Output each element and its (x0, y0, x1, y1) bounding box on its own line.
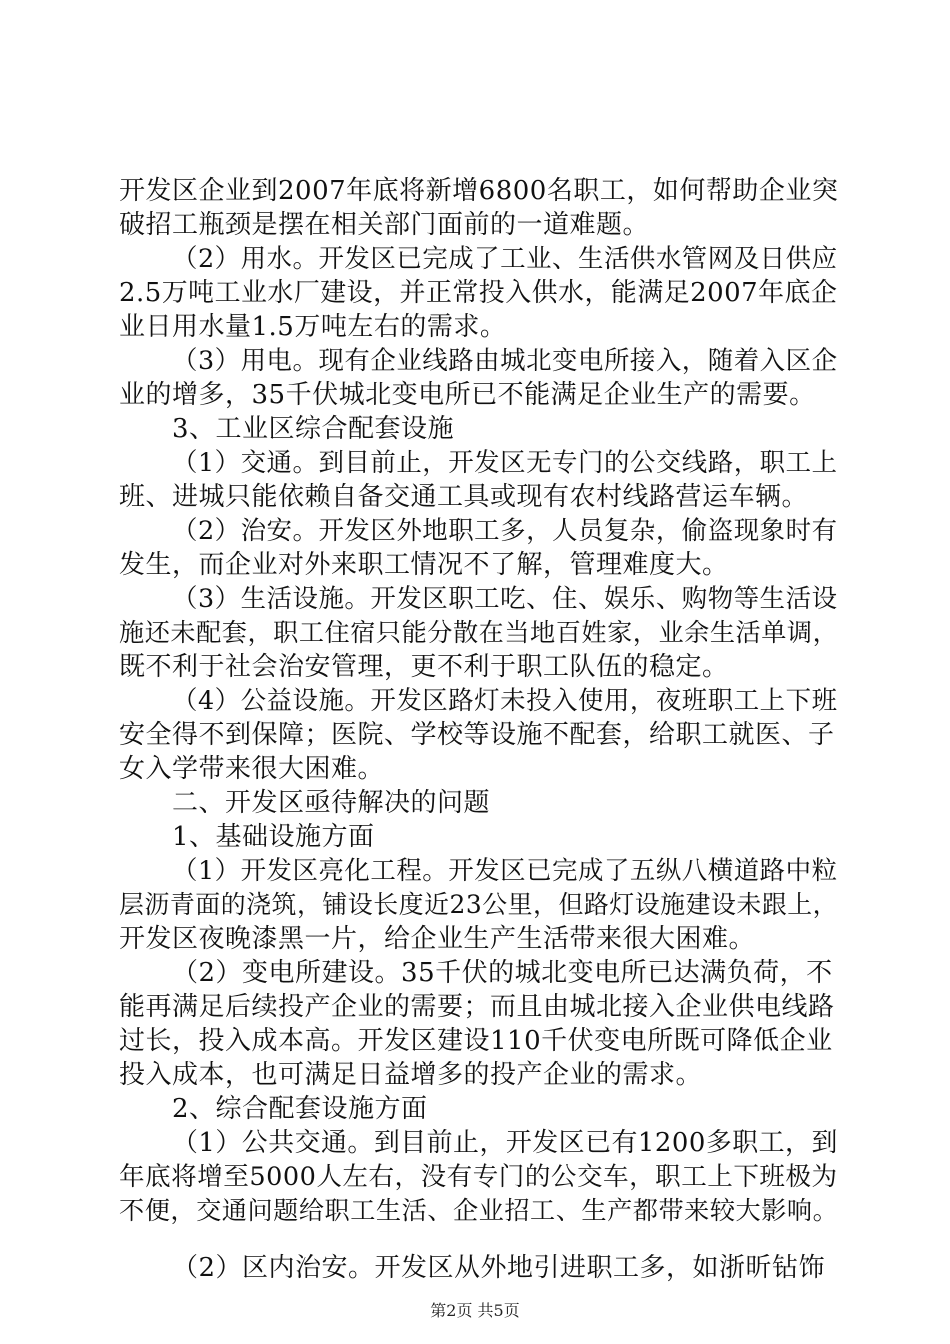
text-line: （2）区内治安。开发区从外地引进职工多，如浙昕钻饰 (172, 1253, 826, 1283)
section-heading: 3、工业区综合配套设施 (172, 414, 455, 444)
text-line: 投入成本，也可满足日益增多的投产企业的需求。 (119, 1060, 703, 1090)
text-line: 能再满足后续投产企业的需要；而且由城北接入企业供电线路 (119, 992, 835, 1022)
text-line: 层沥青面的浇筑，铺设长度近23公里，但路灯设施建设未跟上， (119, 890, 839, 919)
text-line: （2）治安。开发区外地职工多，人员复杂，偷盗现象时有 (172, 516, 838, 546)
page-number-footer: 第2页 共5页 (430, 1301, 520, 1320)
text-line: 既不利于社会治安管理，更不利于职工队伍的稳定。 (119, 652, 729, 682)
text-line: 安全得不到保障；医院、学校等设施不配套，给职工就医、子 (119, 720, 835, 750)
text-line: 不便，交通问题给职工生活、企业招工、生产都带来较大影响。 (119, 1196, 839, 1225)
text-line: 施还未配套，职工住宿只能分散在当地百姓家，业余生活单调， (119, 618, 839, 647)
text-line: （1）开发区亮化工程。开发区已完成了五纵八横道路中粒 (172, 856, 838, 886)
text-line: 班、进城只能依赖自备交通工具或现有农村线路营运车辆。 (119, 482, 809, 512)
section-heading: 1、基础设施方面 (172, 822, 375, 852)
text-line: （4）公益设施。开发区路灯未投入使用，夜班职工上下班 (172, 686, 838, 716)
text-line: （3）用电。现有企业线路由城北变电所接入，随着入区企 (172, 346, 838, 376)
text-line: 女入学带来很大困难。 (119, 754, 385, 784)
text-line: 2.5万吨工业水厂建设，并正常投入供水，能满足2007年底企 (119, 278, 838, 308)
text-line: （1）公共交通。到目前止，开发区已有1200多职工，到 (172, 1128, 838, 1158)
text-line: 发生，而企业对外来职工情况不了解，管理难度大。 (119, 550, 729, 580)
text-line: （1）交通。到目前止，开发区无专门的公交线路，职工上 (172, 448, 838, 478)
text-line: 业的增多，35千伏城北变电所已不能满足企业生产的需要。 (119, 380, 816, 410)
section-heading: 二、开发区亟待解决的问题 (172, 788, 491, 818)
text-line: （2）用水。开发区已完成了工业、生活供水管网及日供应 (172, 244, 838, 274)
text-line: （3）生活设施。开发区职工吃、住、娱乐、购物等生活设 (172, 584, 838, 614)
section-heading: 2、综合配套设施方面 (172, 1094, 428, 1124)
text-line: 业日用水量1.5万吨左右的需求。 (119, 312, 507, 342)
text-line: 破招工瓶颈是摆在相关部门面前的一道难题。 (119, 210, 650, 240)
text-line: 年底将增至5000人左右，没有专门的公交车，职工上下班极为 (119, 1162, 838, 1192)
text-line: 开发区企业到2007年底将新增6800名职工，如何帮助企业突 (119, 176, 839, 206)
text-line: 开发区夜晚漆黑一片，给企业生产生活带来很大困难。 (119, 924, 756, 954)
text-line: （2）变电所建设。35千伏的城北变电所已达满负荷，不 (172, 958, 833, 988)
text-line: 过长，投入成本高。开发区建设110千伏变电所既可降低企业 (119, 1026, 833, 1056)
